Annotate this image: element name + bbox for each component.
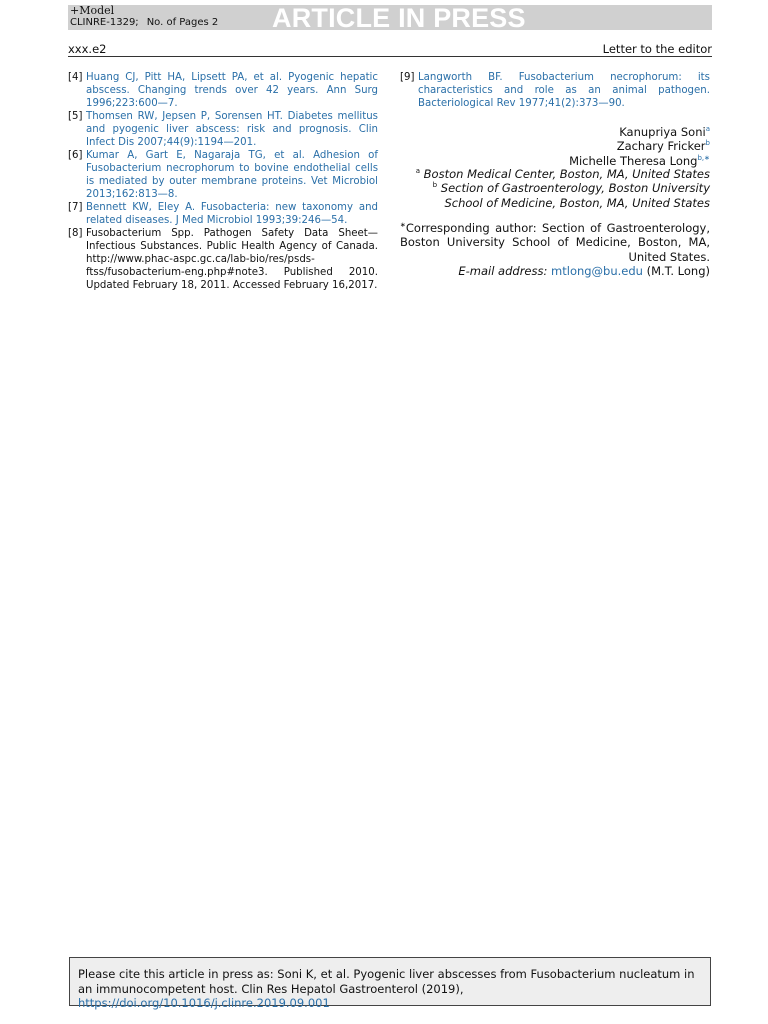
- journal-code: CLINRE-1329;: [70, 17, 139, 28]
- author-line: [400, 125, 710, 139]
- running-head: [68, 42, 712, 57]
- citation-box: [69, 957, 711, 1010]
- affiliation-mark: a: [415, 167, 421, 176]
- author-line: [400, 139, 710, 153]
- author-affiliation-mark[interactable]: b: [705, 139, 710, 148]
- affiliation-list: [400, 167, 710, 210]
- reference-text: Fusobacterium Spp. Pathogen Safety Data Sheet—Infectious Substances. Public Health Agency of Canada. http://www.phac-aspc.gc.ca/lab-bio/res/psds-ftss/fusobacterium-eng.php#note3. Published 2010. Updated February 18, 2011. Accessed February 16,2017.: [86, 228, 378, 291]
- reference-item: [68, 227, 378, 292]
- reference-link[interactable]: Huang CJ, Pitt HA, Lipsett PA, et al. Pyogenic hepatic abscess. Changing trends over 42 years. Ann Surg 1996;223:600—7.: [86, 72, 378, 109]
- reference-link[interactable]: Bennett KW, Eley A. Fusobacteria: new taxonomy and related diseases. J Med Microbiol 1993;39:246—54.: [86, 202, 378, 226]
- reference-number: [8]: [68, 228, 83, 239]
- reference-link[interactable]: Kumar A, Gart E, Nagaraja TG, et al. Adhesion of Fusobacterium necrophorum to bovine endothelial cells is mediated by outer membrane proteins. Vet Microbiol 2013;162:813—8.: [86, 150, 378, 200]
- author-name: Zachary Fricker: [616, 139, 706, 154]
- reference-item: [68, 71, 378, 110]
- reference-item: [400, 71, 710, 110]
- affiliation-mark: b: [432, 181, 438, 190]
- reference-number: [9]: [400, 72, 415, 83]
- email-line: [400, 264, 710, 278]
- article-in-press-banner: [68, 3, 712, 33]
- reference-item: [68, 110, 378, 149]
- reference-list-left: [68, 71, 378, 292]
- journal-code-line: [70, 17, 226, 29]
- reference-number: [5]: [68, 111, 83, 122]
- reference-number: [4]: [68, 72, 83, 83]
- correspondence-text: Corresponding author: Section of Gastroenterology, Boston University School of Medicine, Boston, MA, United States.: [400, 221, 710, 264]
- reference-number: [7]: [68, 202, 83, 213]
- reference-list-right: [400, 71, 710, 110]
- author-affiliation-mark[interactable]: a: [705, 125, 710, 134]
- reference-link[interactable]: Langworth BF. Fusobacterium necrophorum: its characteristics and role as an animal pathogen. Bacteriological Rev 1977;41(2):373—90.: [418, 72, 710, 109]
- correspondence-note: [400, 221, 710, 278]
- page-number: xxx.e2: [68, 42, 107, 56]
- reference-item: [68, 149, 378, 201]
- affiliation-text: Boston Medical Center, Boston, MA, United States: [423, 167, 710, 181]
- section-title: Letter to the editor: [602, 42, 712, 56]
- article-status: ARTICLE IN PRESS: [272, 3, 526, 33]
- affiliation-text: Section of Gastroenterology, Boston University School of Medicine, Boston, MA, United States: [440, 181, 710, 210]
- citation-text: Please cite this article in press as: Soni K, et al. Pyogenic liver abscesses from Fusobacterium nucleatum in an immunocompetent host. Clin Res Hepatol Gastroenterol (2019),: [78, 967, 695, 996]
- page-count: No. of Pages 2: [146, 17, 219, 28]
- author-name: Michelle Theresa Long: [569, 153, 698, 168]
- author-list: [400, 125, 710, 168]
- author-name: Kanupriya Soni: [619, 125, 706, 139]
- plus-model-label: +Model: [70, 4, 115, 17]
- reference-item: [68, 201, 378, 227]
- affiliation-line: [400, 181, 710, 210]
- correspondence-address: [400, 221, 710, 264]
- email-label: E-mail address:: [458, 263, 548, 278]
- email-link[interactable]: mtlong@bu.edu: [551, 263, 643, 278]
- correspondence-mark: ∗: [400, 221, 406, 230]
- author-line: [400, 154, 710, 168]
- author-affiliation-mark[interactable]: b,∗: [697, 153, 710, 162]
- email-owner: (M.T. Long): [646, 263, 710, 278]
- reference-link[interactable]: Thomsen RW, Jepsen P, Sorensen HT. Diabetes mellitus and pyogenic liver abscess: risk and prognosis. Clin Infect Dis 2007;44(9):1194—201.: [86, 111, 378, 148]
- affiliation-line: [400, 167, 710, 181]
- reference-number: [6]: [68, 150, 83, 161]
- doi-link[interactable]: https://doi.org/10.1016/j.clinre.2019.09.001: [78, 996, 330, 1010]
